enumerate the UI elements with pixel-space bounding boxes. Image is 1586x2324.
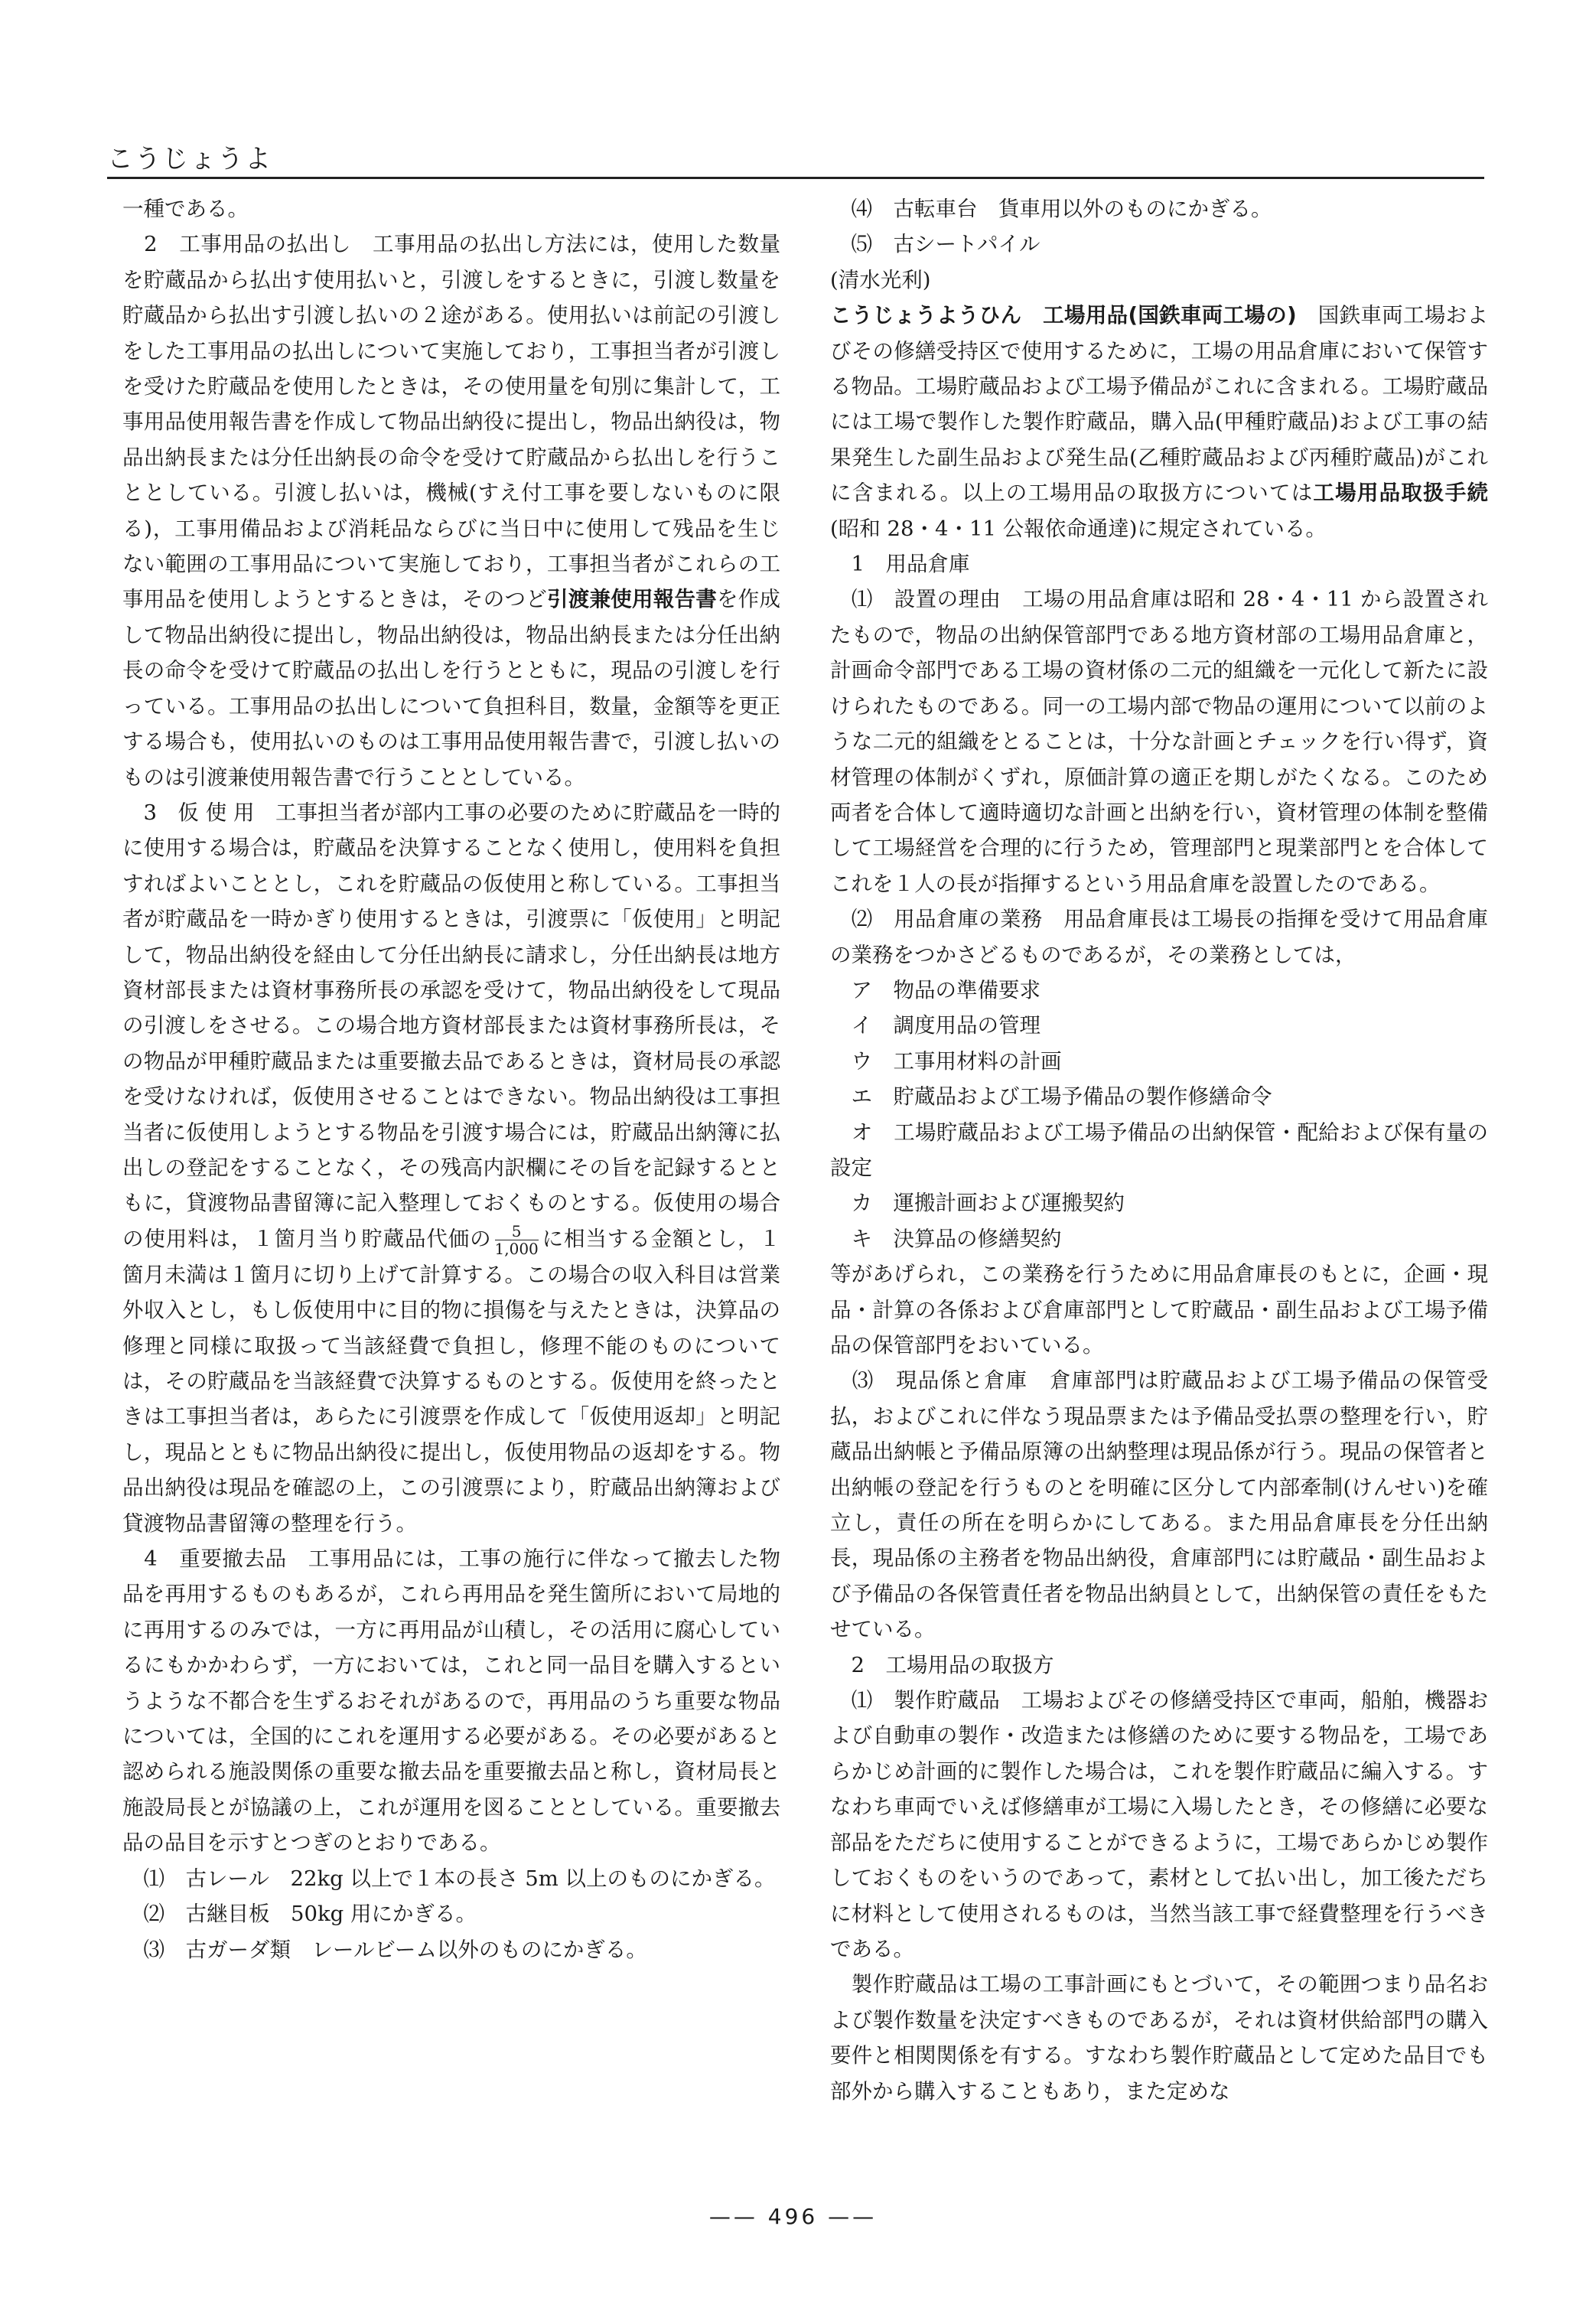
left-text-1: 一種である。 2 工事用品の払出し 工事用品の払出し方法には，使用した数量を貯蔵品から払出す使用払いと，引渡しをするときに，引渡し数量を貯蔵品から払出す引渡し払いの２途がある。使用払いは前記の引渡しをした工事用品の払出しについて実施しており，工事担当者が引渡しを受けた貯蔵品を使用したときは，その使用量を旬別に集計して，工事用品使用報告書を作成して物品出納役に提出し，物品出納役は，物品出納長または分任出納長の命令を受けて貯蔵品から払出しを行うこととしている。引渡し払いは，機械(すえ付工事を要しないものに限る)，工事用備品および消耗品ならびに当日中に使用して残品を生じない範囲の工事用品について実施しており，工事担当者がこれらの工事用品を使用しようとするときは，そのつど	[122, 197, 780, 612]
left-column	[122, 191, 780, 1967]
bold-term-hikiwatashi: 引渡兼使用報告書	[547, 587, 717, 612]
right-text-3: (昭和 28・4・11 公報依命通達)に規定されている。 1 用品倉庫 ⑴ 設置の理由 工場の用品倉庫は昭和 28・4・11 から設置されたもので，物品の出納保管部門である地方資材部の工場用品倉庫と，計画命令部門である工場の資材係の二元的組織を一元化して新たに設けられたものである。同一の工場内部で物品の運用について以前のような二元的組織をとることは，十分な計画とチェックを行い得ず，資材管理の体制がくずれ，原価計算の適正を期しがたくなる。このため両者を合体して適時適切な計画と出納を行い，資材管理の体制を整備して工場経営を合理的に行うため，管理部門と現業部門とを合体してこれを１人の長が指揮するという用品倉庫を設置したのである。 ⑵ 用品倉庫の業務 用品倉庫長は工場長の指揮を受けて用品倉庫の業務をつかさどるものであるが，その業務としては， ア 物品の準備要求 イ 調度用品の管理 ウ 工事用材料の計画 エ 貯蔵品および工場予備品の製作修繕命令 オ 工場貯蔵品および工場予備品の出納保管・配給および保有量の設定 カ 運搬計画および運搬契約 キ 決算品の修繕契約 等があげられ，この業務を行うために用品倉庫長のもとに，企画・現品・計算の各係および倉庫部門として貯蔵品・副生品および工場予備品の保管部門をおいている。 ⑶ 現品係と倉庫 倉庫部門は貯蔵品および工場予備品の保管受払，およびこれに伴なう現品票または予備品受払票の整理を行い，貯蔵品出納帳と予備品原簿の出納整理は現品係が行う。現品の保管者と出納帳の登記を行うものとを明確に区分して内部牽制(けんせい)を確立し，責任の所在を明らかにしてある。また用品倉庫長を分任出納長，現品係の主務者を物品出納役，倉庫部門には貯蔵品・副生品および予備品の各保管責任者を物品出納員として，出納保管の責任をもたせている。 2 工場用品の取扱方 ⑴ 製作貯蔵品 工場およびその修繕受持区で車両，船舶，機器および自動車の製作・改造または修繕のために要する物品を，工場であらかじめ計画的に製作した場合は，これを製作貯蔵品に編入する。すなわち車両でいえば修繕車が工場に入場したとき，その修繕に必要な部品をただちに使用することができるように，工場であらかじめ製作しておくものをいうのであって，素材として払い出し，加工後ただちに材料として使用されるものは，当然当該工事で経費整理を行うべきである。 製作貯蔵品は工場の工事計画にもとづいて，その範囲つまり品名および製作数量を決定すべきものであるが，それは資材供給部門の購入要件と相関関係を有する。すなわち製作貯蔵品として定めた品目でも部外から購入することもあり，また定めな	[830, 516, 1488, 2104]
bold-term-kojo-yohin: 工場用品取扱手続	[1313, 481, 1489, 506]
right-text-1: ⑷ 古転車台 貨車用以外のものにかぎる。 ⑸ 古シートパイル (清水光利)	[830, 197, 1272, 292]
page-number: —— 496 ——	[708, 2204, 878, 2229]
right-column	[830, 191, 1488, 2109]
left-text-2: を作成して物品出納役に提出し，物品出納役は，物品出納長または分任出納長の命令を受けて貯蔵品の払出しを行うとともに，現品の引渡しを行っている。工事用品の払出しについて負担科目，数量，金額等を更正する場合も，使用払いのものは工事用品使用報告書で，引渡し払いのものは引渡兼使用報告書で行うこととしている。 3 仮 使 用 工事担当者が部内工事の必要のために貯蔵品を一時的に使用する場合は，貯蔵品を決算することなく使用し，使用料を負担すればよいこととし，これを貯蔵品の仮使用と称している。工事担当者が貯蔵品を一時かぎり使用するときは，引渡票に「仮使用」と明記して，物品出納役を経由して分任出納長に請求し，分任出納長は地方資材部長または資材事務所長の承認を受けて，物品出納役をして現品の引渡しをさせる。この場合地方資材部長または資材事務所長は，その物品が甲種貯蔵品または重要撤去品であるときは，資材局長の承認を受けなければ，仮使用させることはできない。物品出納役は工事担当者に仮使用しようとする物品を引渡す場合には，貯蔵品出納簿に払出しの登記をすることなく，その残高内訳欄にその旨を記録するとともに，貸渡物品書留簿に記入整理しておくものとする。仮使用の場合の使用料は，１箇月当り貯蔵品代価の	[122, 587, 780, 1251]
header-rule	[107, 177, 1484, 179]
right-text-2: 国鉄車両工場およびその修繕受持区で使用するために，工場の用品倉庫において保管する物品。工場貯蔵品および工場予備品がこれに含まれる。工場貯蔵品には工場で製作した製作貯蔵品，購入品(甲種貯蔵品)および工事の結果発生した副生品および発生品(乙種貯蔵品および丙種貯蔵品)がこれに含まれる。以上の工場用品の取扱方については	[830, 303, 1489, 506]
fraction-denominator: 1,000	[494, 1239, 539, 1258]
left-text-3: に相当する金額とし，１箇月未満は１箇月に切り上げて計算する。この場合の収入科目は営業外収入とし，もし仮使用中に目的物に損傷を与えたときは，決算品の修理と同様に取扱って当該経費で負担し，修理不能のものについては，その貯蔵品を当該経費で決算するものとする。仮使用を終ったときは工事担当者は，あらたに引渡票を作成して「仮使用返却」と明記し，現品とともに物品出納役に提出し，仮使用物品の返却をする。物品出納役は現品を確認の上，この引渡票により，貯蔵品出納簿および貸渡物品書留簿の整理を行う。 4 重要撤去品 工事用品には，工事の施行に伴なって撤去した物品を再用するものもあるが，これら再用品を発生箇所において局地的に再用するのみでは，一方に再用品が山積し，その活用に腐心しているにもかかわらず，一方においては，これと同一品目を購入するというような不都合を生ずるおそれがあるので，再用品のうち重要な物品については，全国的にこれを運用する必要がある。その必要があると認められる施設関係の重要な撤去品を重要撤去品と称し，資材局長と施設局長とが協議の上，これが運用を図ることとしている。重要撤去品の品目を示すとつぎのとおりである。 ⑴ 古レール 22kg 以上で１本の長さ 5m 以上のものにかぎる。 ⑵ 古継目板 50kg 用にかぎる。 ⑶ 古ガーダ類 レールビーム以外のものにかぎる。	[122, 1226, 780, 1962]
entry-headword: こうじょうようひん 工場用品(国鉄車両工場の)	[830, 303, 1297, 328]
fraction-numerator: 5	[511, 1221, 522, 1240]
fraction	[495, 1223, 539, 1257]
running-header: こうじょうよ	[107, 144, 272, 174]
